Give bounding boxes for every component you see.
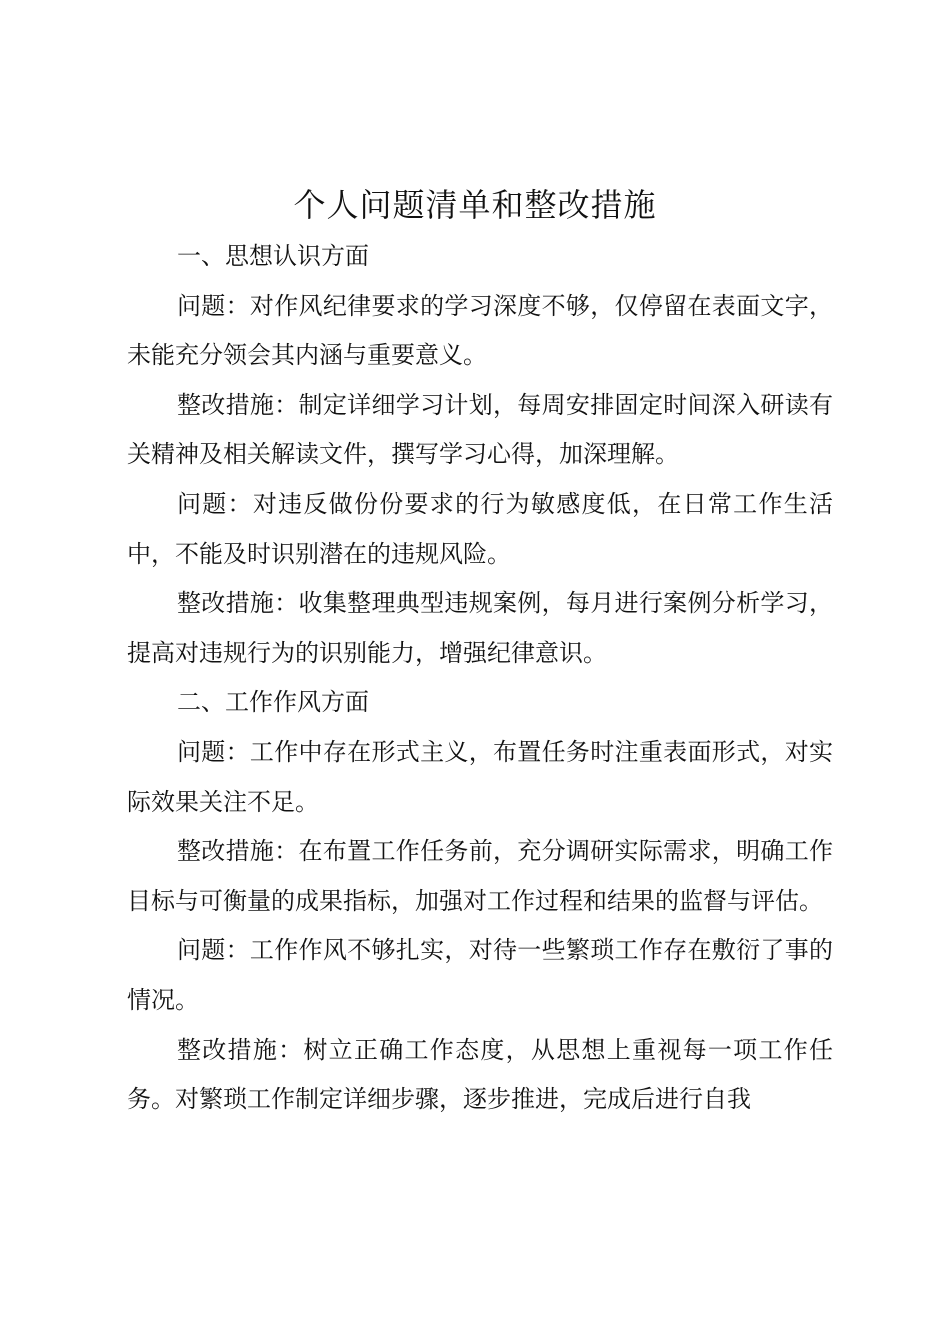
document-title: 个人问题清单和整改措施 bbox=[293, 186, 657, 224]
measure-paragraph: 整改措施：制定详细学习计划，每周安排固定时间深入研读有关精神及相关解读文件，撰写学习心得，加深理解。 bbox=[127, 390, 833, 469]
problem-paragraph: 问题：对作风纪律要求的学习深度不够，仅停留在表面文字，未能充分领会其内涵与重要意义。 bbox=[127, 291, 833, 370]
document-body bbox=[127, 232, 833, 1125]
section-heading-work-style: 二、工作作风方面 bbox=[177, 688, 369, 717]
measure-paragraph: 整改措施：收集整理典型违规案例，每月进行案例分析学习，提高对违规行为的识别能力，增强纪律意识。 bbox=[127, 589, 833, 667]
problem-paragraph: 问题：工作中存在形式主义，布置任务时注重表面形式，对实际效果关注不足。 bbox=[127, 737, 833, 816]
problem-paragraph: 问题：对违反做份份要求的行为敏感度低，在日常工作生活中，不能及时识别潜在的违规风险。 bbox=[127, 489, 833, 568]
section-heading-thinking: 一、思想认识方面 bbox=[177, 242, 369, 270]
measure-paragraph: 整改措施：树立正确工作态度，从思想上重视每一项工作任务。对繁琐工作制定详细步骤，逐步推进，完成后进行自我 bbox=[127, 1035, 833, 1114]
measure-paragraph: 整改措施：在布置工作任务前，充分调研实际需求，明确工作目标与可衡量的成果指标，加强对工作过程和结果的监督与评估。 bbox=[127, 837, 833, 915]
problem-paragraph: 问题：工作作风不够扎实，对待一些繁琐工作存在敷衍了事的情况。 bbox=[127, 936, 833, 1014]
